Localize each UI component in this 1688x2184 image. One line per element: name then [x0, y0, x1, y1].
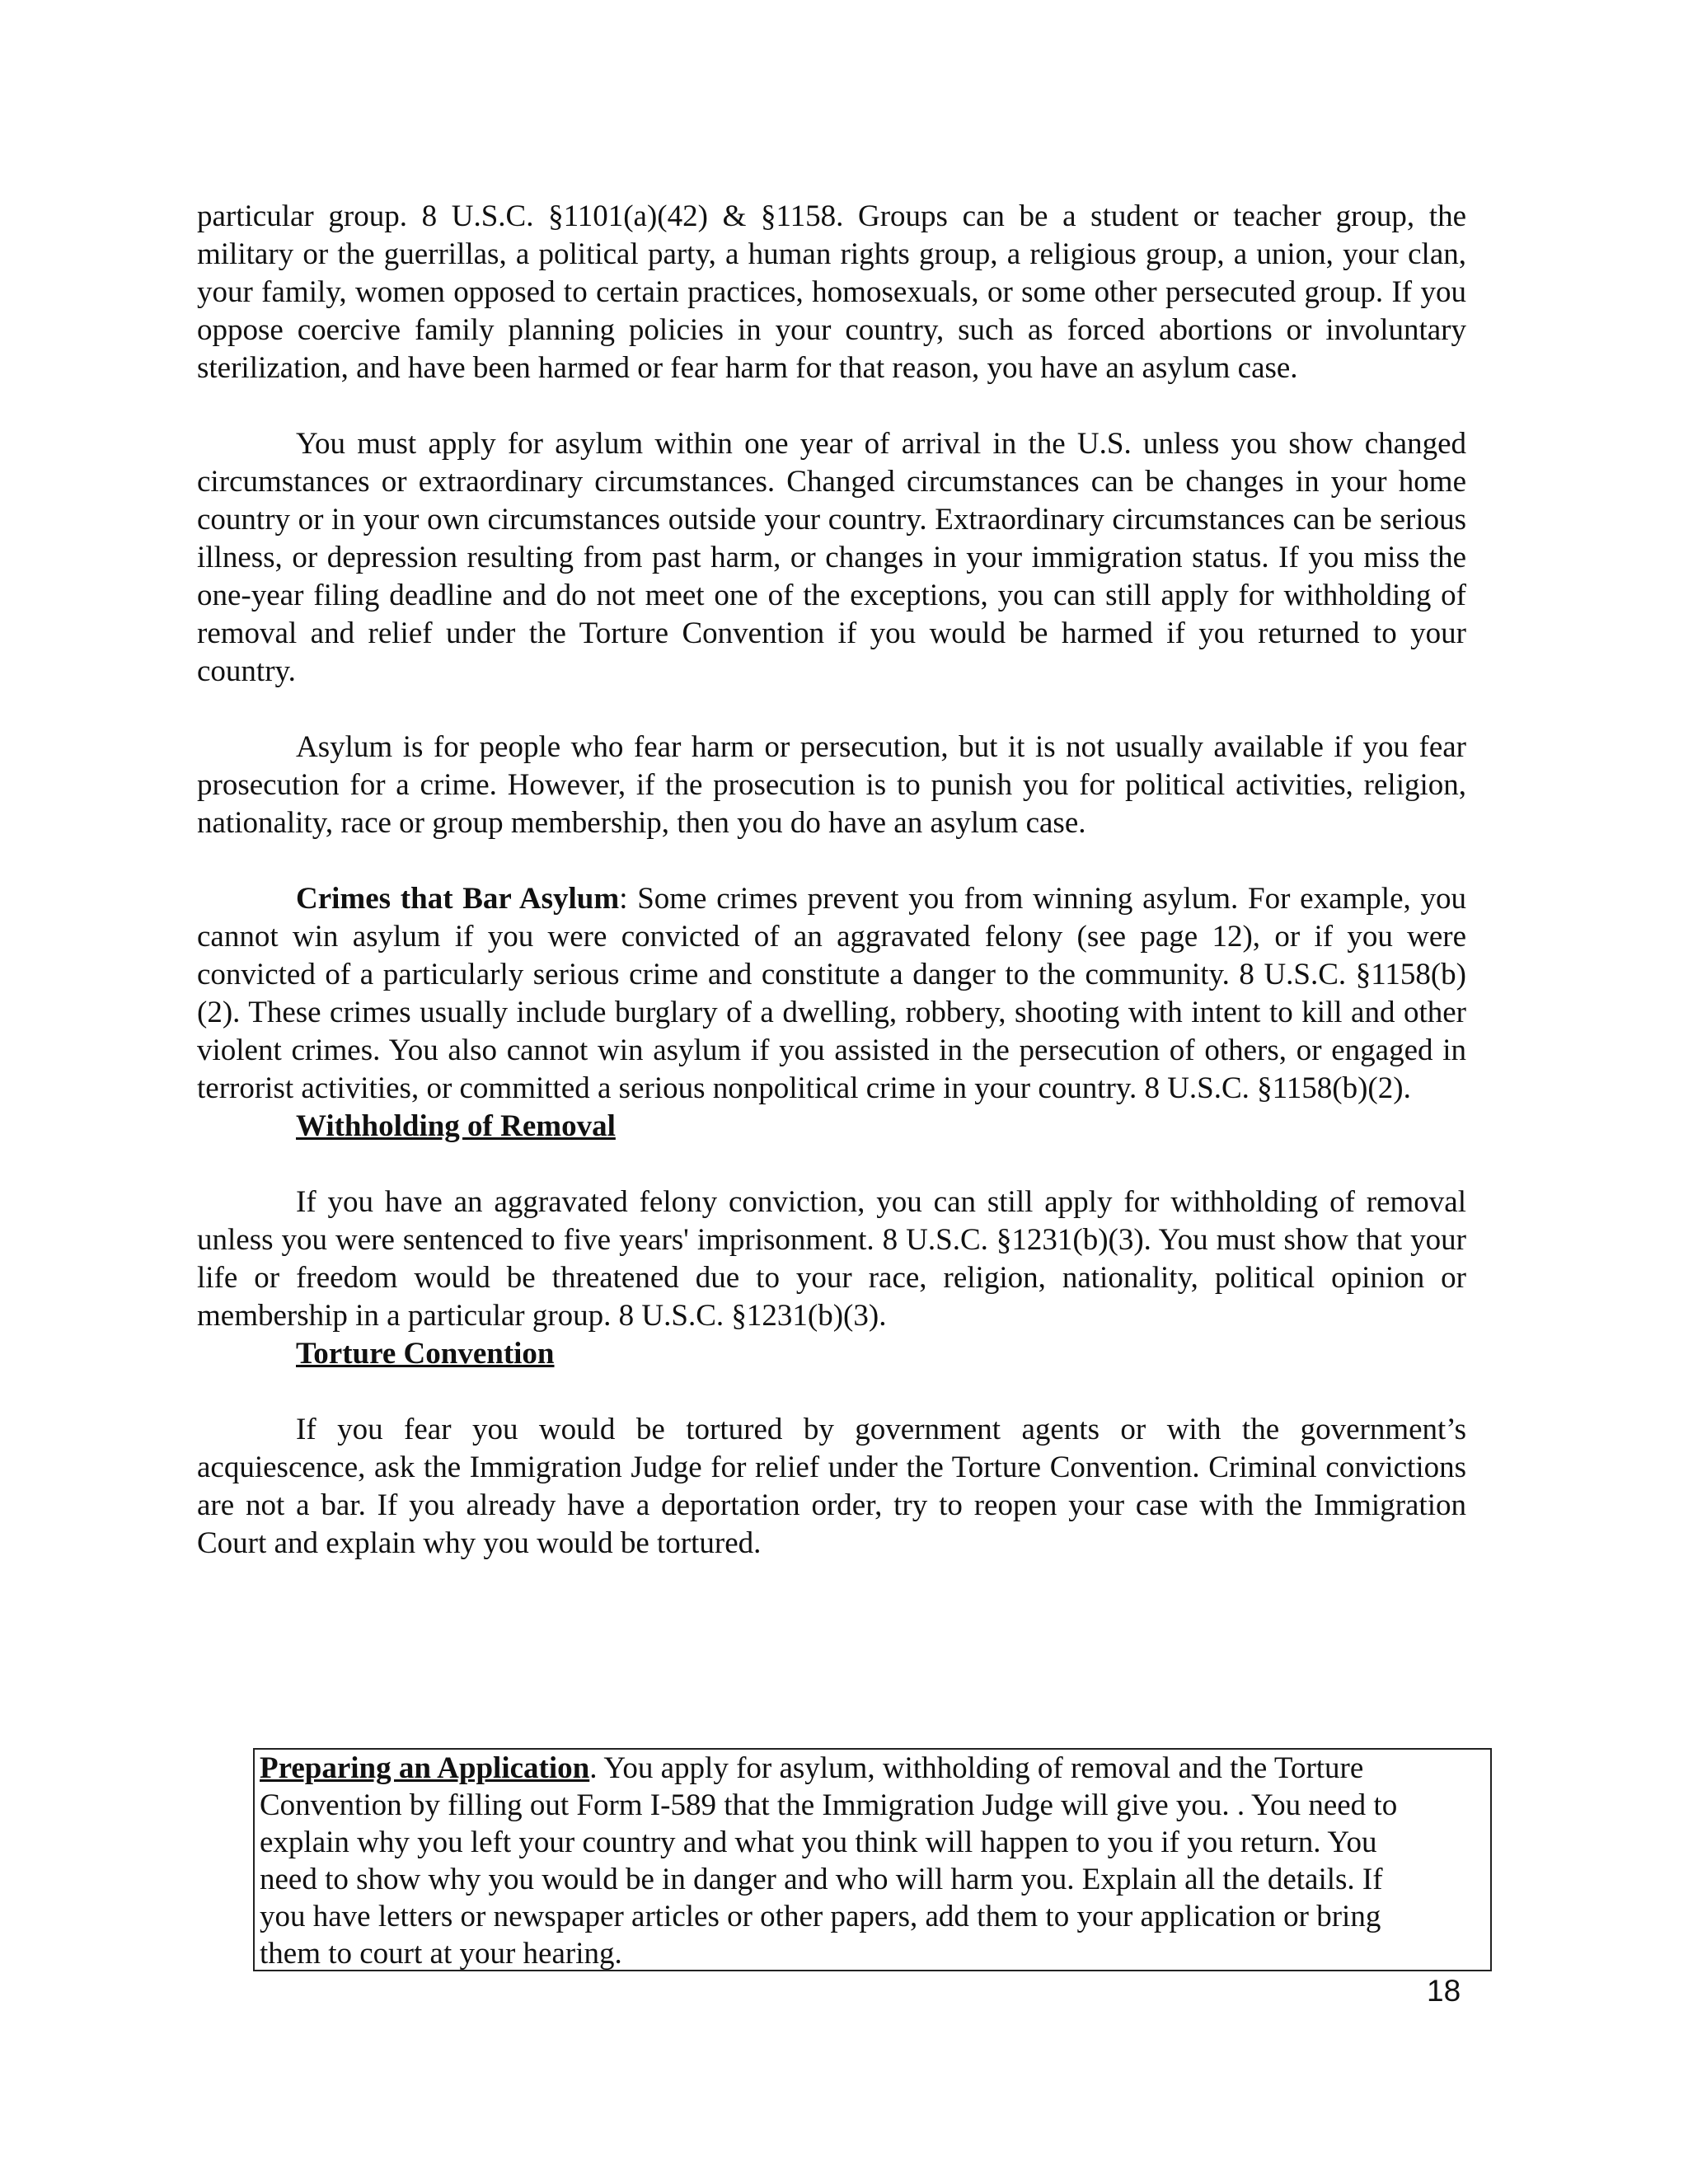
box-line-1	[260, 1750, 1485, 1787]
heading-torture-convention: Torture Convention	[296, 1337, 555, 1371]
preparing-application-box	[253, 1748, 1492, 1971]
heading-withholding-of-removal: Withholding of Removal	[296, 1109, 616, 1143]
page-number: 18	[1427, 1974, 1461, 2008]
box-line-3: explain why you left your country and what you think will happen to you if you return. You	[260, 1825, 1377, 1859]
paragraph-prosecution: Asylum is for people who fear harm or persecution, but it is not usually available if you fear prosecution for a crime. However, if the prosecution is to punish you for political activities, religion, nationality, race or group membership, then you do have an asylum case.	[197, 730, 1466, 840]
paragraph-one-year-deadline: You must apply for asylum within one year of arrival in the U.S. unless you show changed circumstances or extraordinary circumstances. Changed circumstances can be changes in your home country or in your own circumstances outside your country. Extraordinary circumstances can be serious illness, or depression resulting from past harm, or changes in your immigration status. If you miss the one-year filing deadline and do not meet one of the exceptions, you can still apply for withholding of removal and relief under the Torture Convention if you would be harmed if you returned to your country.	[197, 427, 1466, 688]
paragraph-particular-group: particular group. 8 U.S.C. §1101(a)(42) & §1158. Groups can be a student or teacher group, the military or the guerrillas, a political party, a human rights group, a religious group, a union, your clan, your family, women opposed to certain practices, homosexuals, or some other persecuted group. If you oppose coercive family planning policies in your country, such as forced abortions or involuntary sterilization, and have been harmed or fear harm for that reason, you have an asylum case.	[197, 199, 1466, 385]
box-title: Preparing an Application	[260, 1751, 590, 1785]
crimes-bar-asylum-heading: Crimes that Bar Asylum	[296, 882, 620, 916]
box-line-5: you have letters or newspaper articles or other papers, add them to your application or bring	[260, 1900, 1381, 1933]
box-line-1-text: . You apply for asylum, withholding of removal and the Torture	[589, 1751, 1364, 1785]
paragraph-crimes-bar-asylum	[197, 880, 1466, 1108]
box-line-4: need to show why you would be in danger and who will harm you. Explain all the details. If	[260, 1863, 1383, 1896]
paragraph-withholding: If you have an aggravated felony conviction, you can still apply for withholding of removal unless you were sentenced to five years' imprisonment. 8 U.S.C. §1231(b)(3). You must show that your life or freedom would be threatened due to your race, religion, nationality, political opinion or membership in a particular group. 8 U.S.C. §1231(b)(3).	[197, 1185, 1466, 1333]
document-page	[197, 198, 1466, 1563]
box-line-6: them to court at your hearing.	[260, 1937, 622, 1971]
box-line-2: Convention by filling out Form I-589 that the Immigration Judge will give you. . You need to	[260, 1788, 1398, 1822]
paragraph-torture-convention: If you fear you would be tortured by government agents or with the government’s acquiescence, ask the Immigration Judge for relief under the Torture Convention. Criminal convictions are not a bar. If you already have a deportation order, try to reopen your case with the Immigration Court and explain why you would be tortured.	[197, 1413, 1466, 1560]
crimes-bar-asylum-text: : Some crimes prevent you from winning asylum. For example, you cannot win asylum if you were convicted of an aggravated felony (see page 12), or if you were convicted of a particularly serious crime and constitute a danger to the community. 8 U.S.C. §1158(b)(2). These crimes usually include burglary of a dwelling, robbery, shooting with intent to kill and other violent crimes. You also cannot win asylum if you assisted in the persecution of others, or engaged in terrorist activities, or committed a serious nonpolitical crime in your country. 8 U.S.C. §1158(b)(2).	[197, 882, 1466, 1105]
